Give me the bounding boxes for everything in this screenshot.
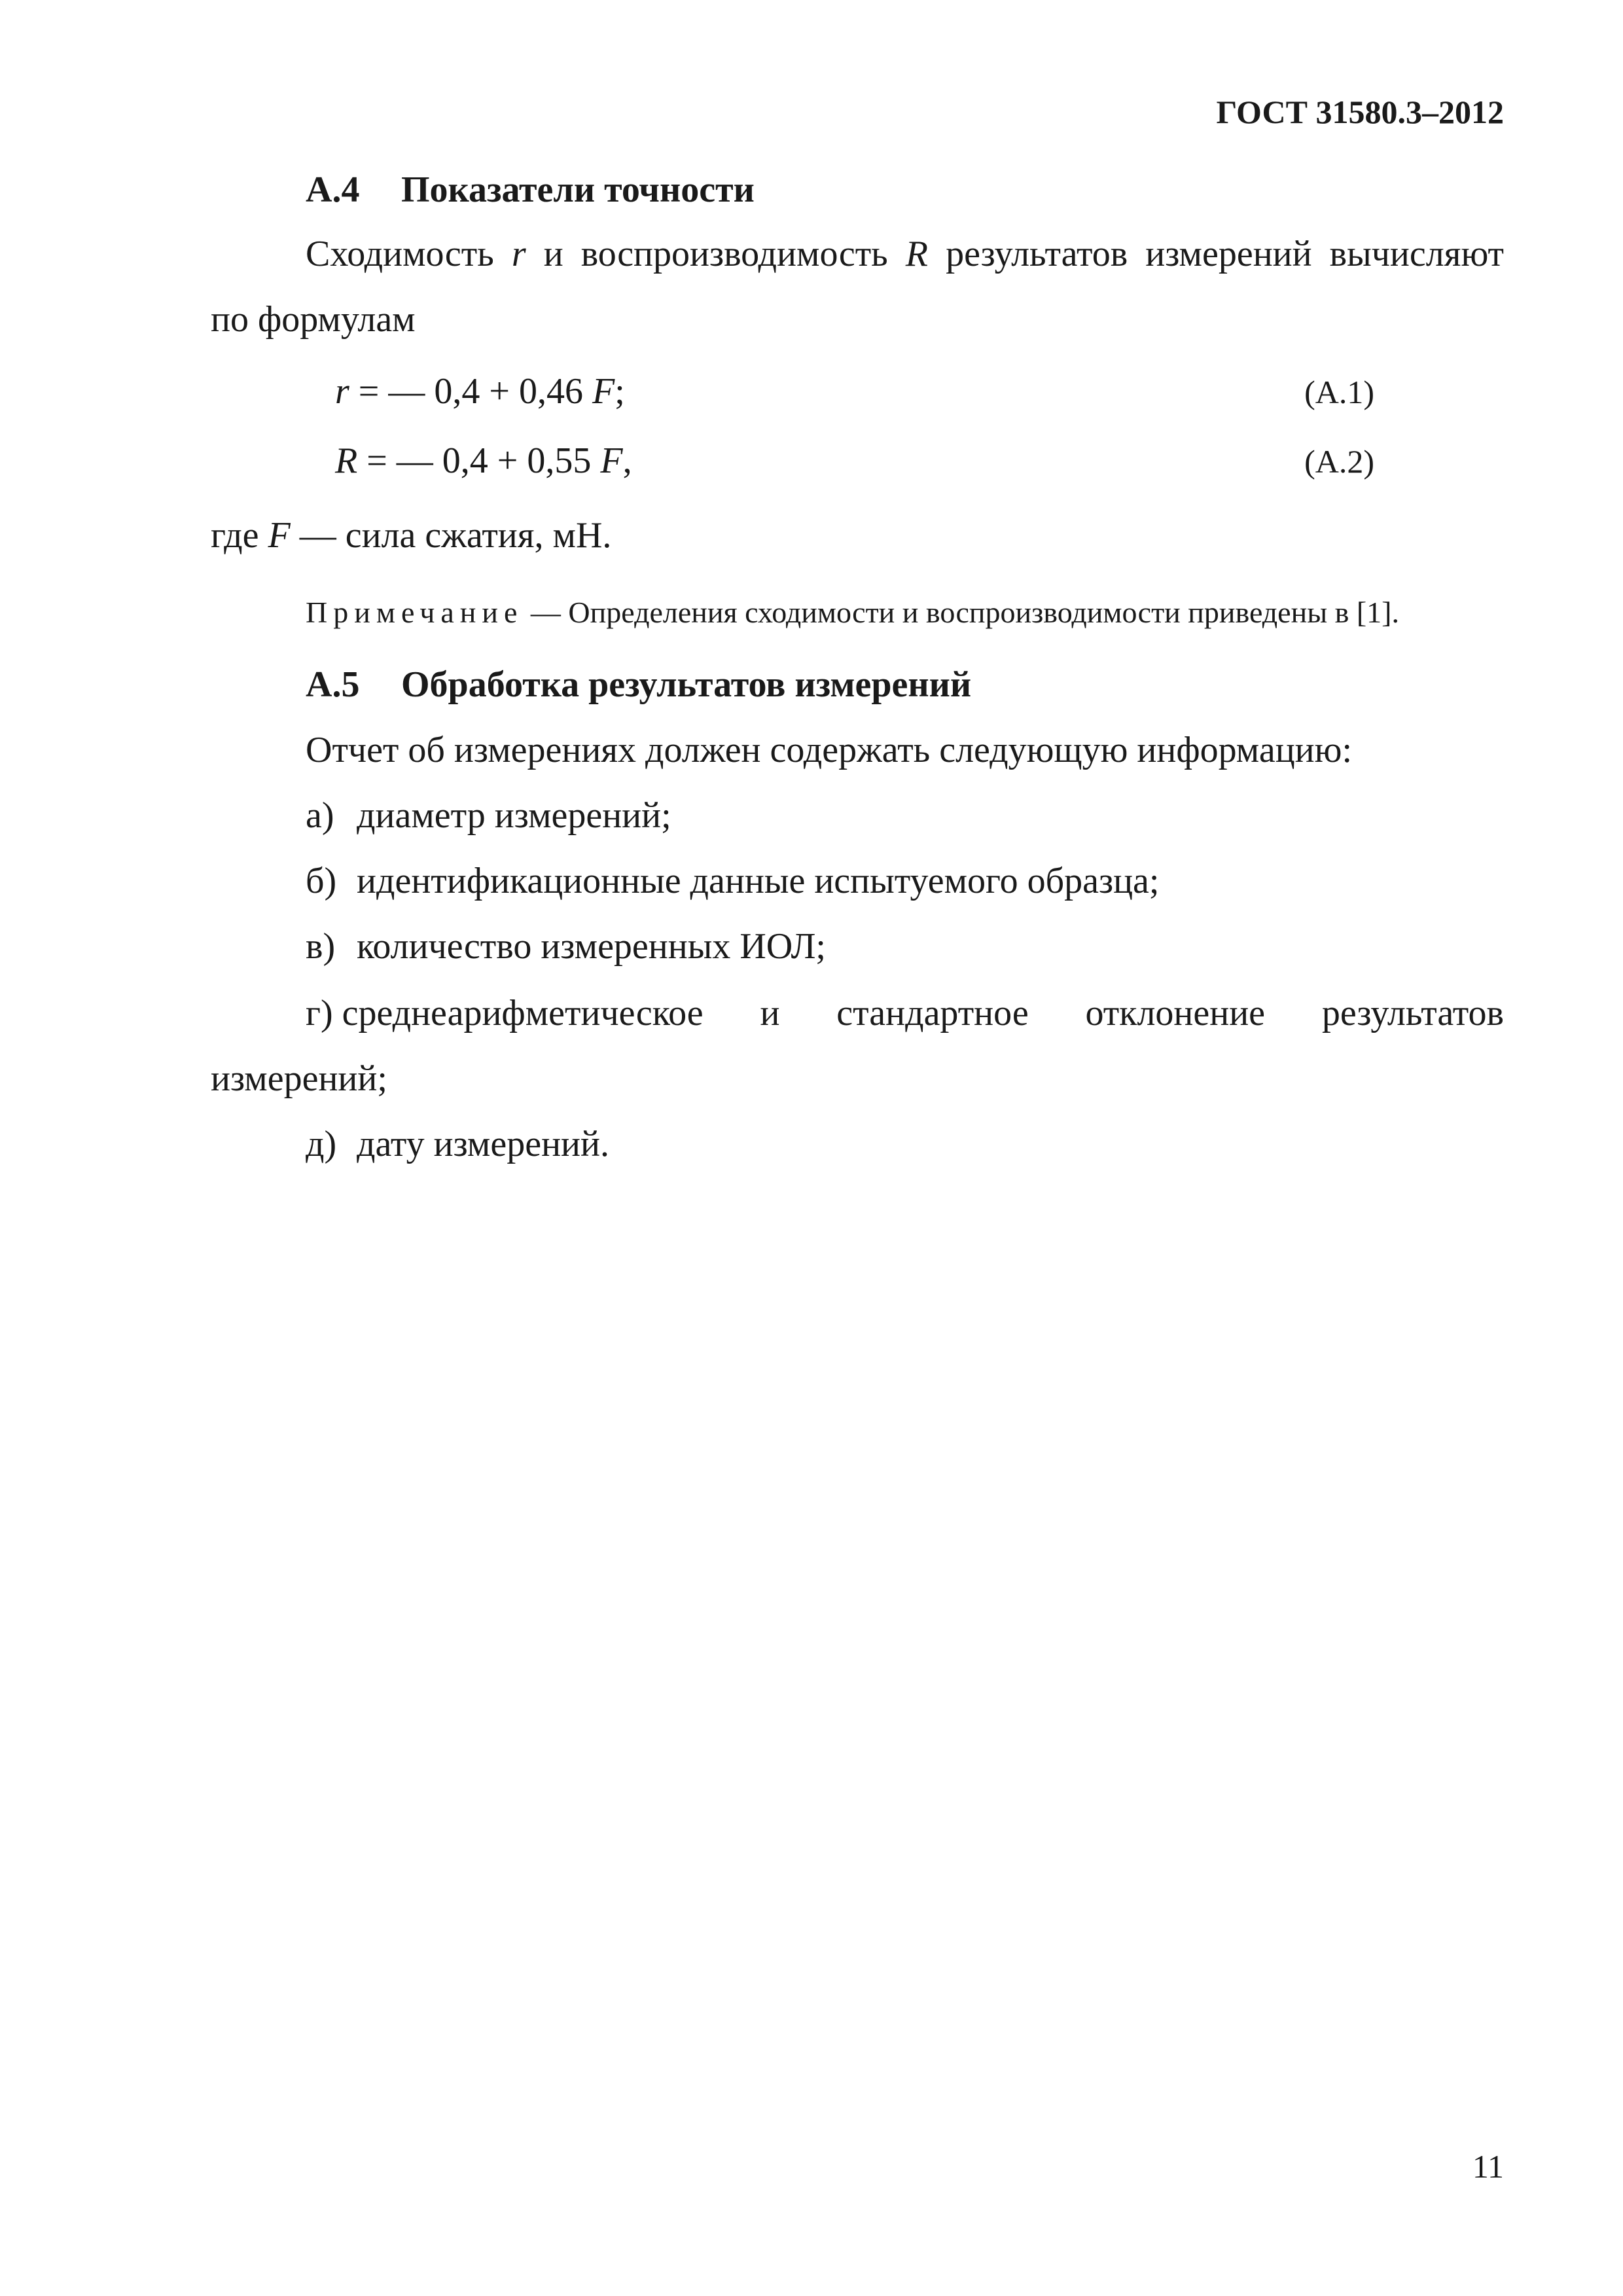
list-item-text: идентификационные данные испытуемого образца; — [357, 861, 1160, 901]
list-item-word: и — [760, 993, 780, 1033]
text-span: — сила сжатия, мН. — [290, 515, 612, 556]
variable-r: r — [511, 234, 526, 274]
list-item-word: среднеарифметическое — [342, 993, 704, 1033]
formula-lhs: r — [335, 371, 349, 412]
section-heading-a5 — [306, 666, 971, 703]
note — [306, 598, 1399, 628]
list-item-text: количество измеренных ИОЛ; — [357, 926, 826, 967]
standard-id-header: ГОСТ 31580.3–2012 — [1216, 94, 1504, 130]
text-span: и воспроизводимость — [526, 234, 906, 274]
formula-var: F — [600, 440, 623, 481]
variable-F: F — [268, 515, 291, 556]
formula-a2 — [335, 442, 632, 479]
equation-label-a2: (А.2) — [1304, 443, 1374, 480]
list-marker: а) — [306, 795, 334, 836]
formula-rhs: = — 0,4 + 0,46 — [349, 371, 592, 412]
list-item-b — [306, 863, 1159, 899]
formula-end: ; — [615, 371, 625, 412]
list-item-g — [306, 995, 1504, 1031]
note-text: — Определения сходимости и воспроизводимости приведены в [1]. — [523, 596, 1399, 629]
list-item-word: отклонение — [1085, 993, 1266, 1033]
list-item-text: дату измерений. — [357, 1124, 609, 1164]
section-title: Показатели точности — [401, 170, 755, 210]
note-label: Примечание — [306, 596, 524, 629]
paragraph-a4-intro-line2: по формулам — [211, 299, 416, 340]
list-marker: г) — [306, 993, 333, 1033]
text-span: результатов измерений вычисляют — [928, 234, 1505, 274]
list-item-word: стандартное — [836, 993, 1029, 1033]
list-item-d — [306, 1126, 609, 1162]
section-number: А.4 — [306, 170, 360, 210]
list-item-a — [306, 797, 671, 834]
text-span: где — [211, 515, 268, 556]
section-heading-a4 — [306, 171, 755, 208]
section-number: А.5 — [306, 664, 360, 705]
list-marker: д) — [306, 1124, 337, 1164]
list-item-g-continuation: измерений; — [211, 1058, 387, 1099]
paragraph-a4-intro — [306, 236, 1504, 272]
formula-a1 — [335, 373, 625, 410]
page-number: 11 — [1472, 2148, 1504, 2185]
section-title: Обработка результатов измерений — [401, 664, 972, 705]
list-marker: б) — [306, 861, 337, 901]
list-marker: в) — [306, 926, 336, 967]
list-item-word: результатов — [1321, 993, 1504, 1033]
list-item-v — [306, 928, 826, 965]
formula-rhs: = — 0,4 + 0,55 — [357, 440, 601, 481]
formula-end: , — [622, 440, 632, 481]
equation-label-a1: (А.1) — [1304, 374, 1374, 410]
where-clause — [211, 517, 611, 554]
text-span: Сходимость — [306, 234, 512, 274]
formula-lhs: R — [335, 440, 358, 481]
variable-R: R — [905, 234, 929, 274]
paragraph-a5-intro: Отчет об измерениях должен содержать следующую информацию: — [306, 730, 1353, 770]
list-item-text: диаметр измерений; — [357, 795, 671, 836]
formula-var: F — [592, 371, 615, 412]
list-item-first-word — [306, 995, 704, 1031]
